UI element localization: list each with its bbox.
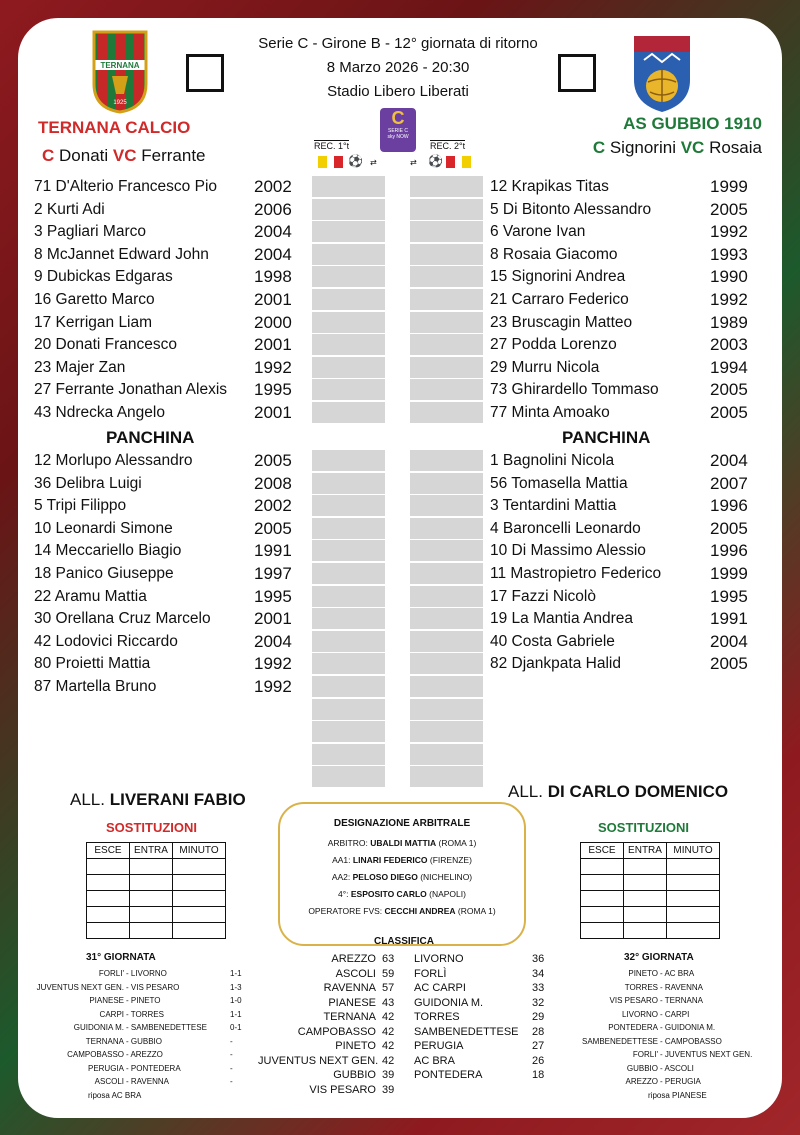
event-slot [410, 631, 483, 653]
match-home: PERUGIA [87, 1063, 124, 1073]
event-slot [410, 676, 483, 698]
player-row: 23 Majer Zan [34, 358, 126, 376]
standing-points: 42 [382, 1040, 395, 1052]
event-slot [312, 653, 385, 675]
standing-points: 39 [382, 1069, 395, 1081]
yellow-card-icon [318, 156, 327, 168]
standing-points: 32 [532, 996, 545, 1009]
match-away: - LIVORNO [126, 969, 167, 978]
player-row: 30 Orellana Cruz Marcelo [34, 610, 211, 628]
referee-role: 4°: [338, 889, 351, 899]
away-subs-table: ESCE ENTRA MINUTO [580, 842, 720, 939]
event-slot [410, 540, 483, 562]
standing-team: PONTEDERA [414, 1069, 483, 1081]
red-card-icon [446, 156, 455, 168]
match-score: 1-1 [230, 969, 242, 978]
event-slot [410, 357, 483, 379]
away-score-box [558, 54, 596, 92]
player-year: 1992 [254, 357, 292, 377]
standing-points: 26 [532, 1054, 545, 1067]
standing-team: TORRES [414, 1011, 460, 1023]
standing-points: 39 [382, 1083, 395, 1096]
match-home: TERNANA [85, 1036, 124, 1046]
event-slot [312, 199, 385, 221]
match-away: - PINETO [126, 996, 161, 1005]
player-year: 2005 [710, 654, 748, 674]
player-row: 29 Murru Nicola [490, 358, 600, 376]
referee-name: UBALDI MATTIA [370, 838, 437, 848]
player-row: 15 Signorini Andrea [490, 268, 626, 286]
match-score: - [230, 1063, 233, 1073]
referee-role: AA2: [331, 872, 353, 882]
match-home: GUIDONIA M. [73, 1023, 124, 1032]
player-row: 56 Tomasella Mattia [490, 474, 628, 492]
player-row: 16 Garetto Marco [34, 291, 155, 308]
event-slot [312, 289, 385, 311]
standing-team: FORLÌ [414, 967, 447, 980]
referee-city: (NICHELINO) [417, 872, 473, 882]
match-score: 1-0 [230, 996, 242, 1005]
event-slot [312, 518, 385, 540]
event-slot [410, 473, 483, 495]
referee-role: ARBITRO: [327, 838, 371, 848]
player-row: 21 Carraro Federico [490, 291, 629, 308]
match-away: - PERUGIA [660, 1077, 701, 1086]
event-slot [410, 608, 483, 630]
event-slot [312, 379, 385, 401]
standing-team: CAMPOBASSO [297, 1025, 376, 1038]
home-subs-table: ESCE ENTRA MINUTO [86, 842, 226, 939]
away-captains: C Signorini VC Rosaia [592, 138, 762, 157]
player-year: 2005 [710, 403, 748, 422]
referee-row [280, 838, 524, 848]
referee-row [280, 906, 524, 916]
match-home: PIANESE [89, 996, 124, 1005]
match-away: - SAMBENEDETTESE [126, 1023, 207, 1032]
match-away: - PONTEDERA [126, 1063, 181, 1073]
event-slot [410, 334, 483, 356]
date-line: 8 Marzo 2026 - 20:30 [326, 59, 470, 76]
player-year: 1994 [710, 357, 748, 377]
event-slot [410, 653, 483, 675]
player-year: 2004 [254, 244, 292, 264]
match-score: - [230, 1077, 233, 1086]
standing-team: RAVENNA [323, 982, 376, 994]
match-away: - CAMPOBASSO [660, 1036, 722, 1046]
standing-team: AC BRA [414, 1054, 455, 1067]
player-row: 17 Kerrigan Liam [34, 313, 153, 331]
player-year: 1991 [254, 541, 292, 561]
player-row: 77 Minta Amoako [490, 404, 610, 421]
home-coach: ALL. LIVERANI FABIO [70, 790, 246, 809]
player-year: 2008 [254, 473, 292, 493]
player-row: 1 Bagnolini Nicola [490, 452, 615, 469]
event-slot [312, 540, 385, 562]
svg-text:TERNANA: TERNANA [100, 61, 140, 70]
rec-2-label: REC. 2°t [430, 141, 466, 151]
player-year: 2001 [254, 335, 292, 355]
event-slot [312, 586, 385, 608]
event-slot [410, 221, 483, 243]
match-score: - [230, 1036, 233, 1046]
standing-points: 59 [382, 967, 395, 980]
player-year: 1999 [710, 177, 748, 196]
match-away: - GUBBIO [126, 1036, 163, 1046]
referee-role: AA1: [332, 855, 353, 865]
player-year: 1996 [710, 496, 748, 516]
match-away: - ASCOLI [660, 1063, 694, 1073]
player-year: 2005 [254, 451, 292, 470]
match-sheet [18, 18, 782, 1118]
standing-team: JUVENTUS NEXT GEN. [258, 1054, 379, 1067]
match-score: 1-1 [230, 1009, 242, 1019]
event-slot [312, 266, 385, 288]
ball-icon: ⚽ [428, 154, 443, 168]
event-slot [410, 495, 483, 517]
event-slot [312, 721, 385, 743]
player-row: 3 Pagliari Marco [34, 223, 146, 241]
standing-points: 63 [382, 953, 395, 965]
match-away: - RAVENNA [660, 982, 703, 992]
player-row: 40 Costa Gabriele [490, 632, 615, 650]
player-row: 80 Proietti Mattia [34, 655, 151, 673]
standing-points: 27 [532, 1040, 545, 1052]
standing-team: LIVORNO [414, 953, 464, 965]
match-away: - TERNANA [660, 996, 703, 1005]
event-slot [410, 379, 483, 401]
league-logo: C SERIE C sky NOW [380, 108, 416, 152]
event-slot [410, 266, 483, 288]
match-home: JUVENTUS NEXT GEN. [36, 982, 124, 992]
event-slot [312, 473, 385, 495]
gubbio-crest-icon [630, 30, 694, 114]
player-year: 1991 [710, 609, 748, 629]
home-captains: C Donati VC Ferrante [42, 146, 206, 165]
event-slot [312, 357, 385, 379]
sub-icon: ⇄ [410, 158, 417, 167]
player-year: 1990 [710, 267, 748, 287]
standing-team: AC CARPI [414, 982, 466, 994]
event-slot [410, 402, 483, 424]
player-year: 2005 [710, 380, 748, 400]
match-away: - VIS PESARO [126, 982, 180, 992]
player-year: 2001 [254, 609, 292, 629]
rest-team: riposa AC BRA [88, 1090, 142, 1100]
standing-points: 36 [532, 953, 545, 965]
event-slot [312, 221, 385, 243]
match-score: - [230, 1050, 233, 1059]
standing-points: 33 [532, 982, 545, 994]
event-slot [410, 563, 483, 585]
classifica-title: CLASSIFICA [374, 936, 434, 947]
player-year: 1992 [254, 677, 292, 696]
giornata-32-title: 32° GIORNATA [624, 952, 694, 963]
player-row: 17 Fazzi Nicolò [490, 587, 596, 605]
home-subs-title: SOSTITUZIONI [106, 820, 197, 835]
player-row: 43 Ndrecka Angelo [34, 404, 165, 421]
player-row: 8 Rosaia Giacomo [490, 245, 618, 263]
player-row: 36 Delibra Luigi [34, 474, 142, 492]
player-year: 1992 [710, 290, 748, 309]
competition-line: Serie C - Girone B - 12° giornata di ritorno [258, 35, 538, 52]
rest-team: riposa PIANESE [648, 1090, 707, 1100]
event-slot [410, 744, 483, 766]
player-row: 2 Kurti Adi [34, 200, 105, 218]
player-row: 4 Baroncelli Leonardo [490, 519, 641, 537]
event-slot [312, 766, 385, 788]
referee-name: CECCHI ANDREA [384, 906, 456, 916]
event-slot [410, 518, 483, 540]
match-home: TORRES [624, 982, 658, 992]
standing-team: PIANESE [328, 996, 376, 1009]
standing-team: AREZZO [331, 953, 376, 965]
player-year: 1997 [254, 564, 292, 583]
referee-row [280, 872, 524, 882]
player-row: 10 Di Massimo Alessio [490, 542, 646, 560]
player-year: 2006 [254, 199, 292, 219]
referee-city: (ROMA 1) [455, 906, 496, 916]
player-row: 18 Panico Giuseppe [34, 565, 174, 582]
standing-points: 57 [382, 982, 395, 994]
match-away: - JUVENTUS NEXT GEN. [660, 1050, 753, 1059]
match-away: - CARPI [660, 1009, 690, 1019]
player-year: 1995 [254, 380, 292, 400]
event-slot [312, 334, 385, 356]
ternana-crest-icon [90, 28, 150, 114]
player-year: 2001 [254, 403, 292, 422]
player-row: 10 Leonardi Simone [34, 519, 173, 537]
player-row: 73 Ghirardello Tommaso [490, 381, 659, 399]
player-row: 14 Meccariello Biagio [34, 542, 182, 560]
player-row: 11 Mastropietro Federico [490, 565, 662, 582]
away-bench-title: PANCHINA [562, 428, 651, 447]
sub-icon: ⇄ [370, 158, 377, 167]
player-year: 2000 [254, 312, 292, 332]
stadium-line: Stadio Libero Liberati [327, 83, 469, 100]
home-team-name: TERNANA CALCIO [38, 118, 191, 137]
match-home: ASCOLI [94, 1077, 124, 1086]
standing-points: 43 [382, 996, 395, 1009]
player-year: 2004 [710, 451, 748, 470]
ball-icon: ⚽ [348, 154, 363, 168]
player-row: 12 Morlupo Alessandro [34, 452, 193, 469]
player-year: 2004 [254, 222, 292, 242]
standing-points: 42 [382, 1011, 395, 1023]
yellow-card-icon [462, 156, 471, 168]
match-score: 1-3 [230, 982, 242, 992]
standing-team: SAMBENEDETTESE [414, 1025, 519, 1038]
match-away: - AREZZO [126, 1050, 163, 1059]
player-year: 2004 [254, 631, 292, 651]
player-row: 9 Dubickas Edgaras [34, 268, 173, 286]
away-coach: ALL. DI CARLO DOMENICO [508, 782, 729, 801]
event-slot [312, 631, 385, 653]
red-card-icon [334, 156, 343, 168]
match-home: GUBBIO [626, 1063, 658, 1073]
standing-team: GUIDONIA M. [414, 996, 484, 1009]
standing-points: 34 [532, 967, 545, 980]
match-away: - GUIDONIA M. [660, 1023, 716, 1032]
player-row: 27 Ferrante Jonathan Alexis [34, 381, 228, 399]
referee-row [280, 855, 524, 865]
player-row: 5 Tripi Filippo [34, 497, 127, 515]
player-year: 1995 [710, 586, 748, 606]
match-home: SAMBENEDETTESE [581, 1036, 658, 1046]
event-slot [312, 176, 385, 198]
player-year: 2007 [710, 473, 748, 493]
player-year: 2001 [254, 290, 292, 309]
player-year: 1993 [710, 244, 748, 264]
match-home: PONTEDERA [608, 1023, 658, 1032]
referee-city: (ROMA 1) [436, 838, 477, 848]
match-home: CARPI [99, 1009, 124, 1019]
player-row: 27 Podda Lorenzo [490, 336, 617, 354]
player-row: 20 Donati Francesco [34, 336, 178, 354]
home-bench-title: PANCHINA [106, 428, 195, 447]
event-slot [312, 608, 385, 630]
player-row: 71 D'Alterio Francesco Pio [34, 178, 218, 195]
event-slot [410, 312, 483, 334]
event-slot [410, 199, 483, 221]
event-slot [410, 699, 483, 721]
match-home: AREZZO [625, 1077, 658, 1086]
player-year: 1995 [254, 586, 292, 606]
player-year: 1996 [710, 541, 748, 561]
player-year: 1992 [710, 222, 748, 242]
match-score: 0-1 [230, 1023, 242, 1032]
event-slot [410, 176, 483, 198]
player-year: 2005 [710, 518, 748, 538]
player-year: 1999 [710, 564, 748, 583]
event-slot [410, 289, 483, 311]
event-slot [312, 402, 385, 424]
player-year: 1992 [254, 654, 292, 674]
event-slot [410, 586, 483, 608]
standing-team: PERUGIA [414, 1040, 464, 1052]
standing-team: TERNANA [323, 1011, 376, 1023]
event-slot [312, 495, 385, 517]
referee-city: (FIRENZE) [427, 855, 472, 865]
player-row: 3 Tentardini Mattia [490, 497, 617, 515]
player-year: 2004 [710, 631, 748, 651]
player-row: 19 La Mantia Andrea [490, 610, 634, 628]
match-away: - TORRES [126, 1009, 164, 1019]
player-year: 2005 [710, 199, 748, 219]
player-row: 8 McJannet Edward John [34, 245, 209, 263]
match-away: - RAVENNA [126, 1077, 169, 1086]
event-slot [312, 699, 385, 721]
standing-team: ASCOLI [335, 967, 376, 980]
referee-role: OPERATORE FVS: [308, 906, 385, 916]
event-slot [312, 312, 385, 334]
svg-text:1925: 1925 [113, 100, 127, 106]
standing-team: GUBBIO [333, 1069, 376, 1081]
standing-points: 18 [532, 1069, 545, 1081]
player-row: 23 Bruscagin Matteo [490, 313, 633, 331]
match-home: CAMPOBASSO [67, 1050, 124, 1059]
standing-points: 42 [382, 1025, 395, 1038]
player-row: 22 Aramu Mattia [34, 587, 147, 605]
event-slot [410, 450, 483, 472]
away-subs-title: SOSTITUZIONI [598, 820, 689, 835]
player-row: 87 Martella Bruno [34, 678, 157, 695]
referee-city: (NAPOLI) [426, 889, 466, 899]
match-home: LIVORNO [621, 1009, 658, 1019]
event-slot [312, 450, 385, 472]
standing-points: 42 [382, 1054, 395, 1067]
match-away: - AC BRA [660, 969, 695, 978]
event-slot [312, 744, 385, 766]
referee-row [280, 889, 524, 899]
referee-box: DESIGNAZIONE ARBITRALE ARBITRO: UBALDI MATTIA (ROMA 1) AA1: LINARI FEDERICO (FIRENZE) AA2: PELOSO DIEGO (NICHELINO) 4°: ESPOSITO CARLO (NAPOLI) OPERATORE FVS: CECCHI ANDREA (ROMA 1) [278, 802, 526, 946]
event-slot [410, 721, 483, 743]
player-row: 6 Varone Ivan [490, 223, 586, 241]
player-row: 42 Lodovici Riccardo [34, 632, 178, 650]
match-home: VIS PESARO [609, 996, 658, 1005]
standing-team: PINETO [335, 1040, 376, 1052]
player-row: 12 Krapikas Titas [490, 178, 609, 195]
player-year: 2002 [254, 496, 292, 516]
home-score-box [186, 54, 224, 92]
referee-name: ESPOSITO CARLO [350, 889, 427, 899]
giornata-31-title: 31° GIORNATA [86, 952, 156, 963]
event-slot [410, 244, 483, 266]
player-year: 2003 [710, 335, 748, 355]
event-slot [410, 766, 483, 788]
player-year: 1998 [254, 267, 292, 287]
away-team-name: AS GUBBIO 1910 [623, 114, 762, 133]
rec-1-label: REC. 1°t [314, 141, 350, 151]
player-year: 2005 [254, 518, 292, 538]
player-row: 5 Di Bitonto Alessandro [490, 200, 652, 218]
event-slot [312, 676, 385, 698]
player-year: 2002 [254, 177, 292, 196]
player-row: 82 Djankpata Halid [490, 655, 621, 673]
standing-team: VIS PESARO [309, 1083, 376, 1096]
match-home: PINETO [628, 969, 658, 978]
referee-name: LINARI FEDERICO [352, 855, 428, 865]
match-home: FORLI' [98, 969, 124, 978]
standing-points: 29 [532, 1011, 545, 1023]
referee-name: PELOSO DIEGO [352, 872, 418, 882]
match-home: FORLI' [632, 1050, 658, 1059]
standing-points: 28 [532, 1025, 545, 1038]
player-year: 1989 [710, 312, 748, 332]
event-slot [312, 563, 385, 585]
event-slot [312, 244, 385, 266]
